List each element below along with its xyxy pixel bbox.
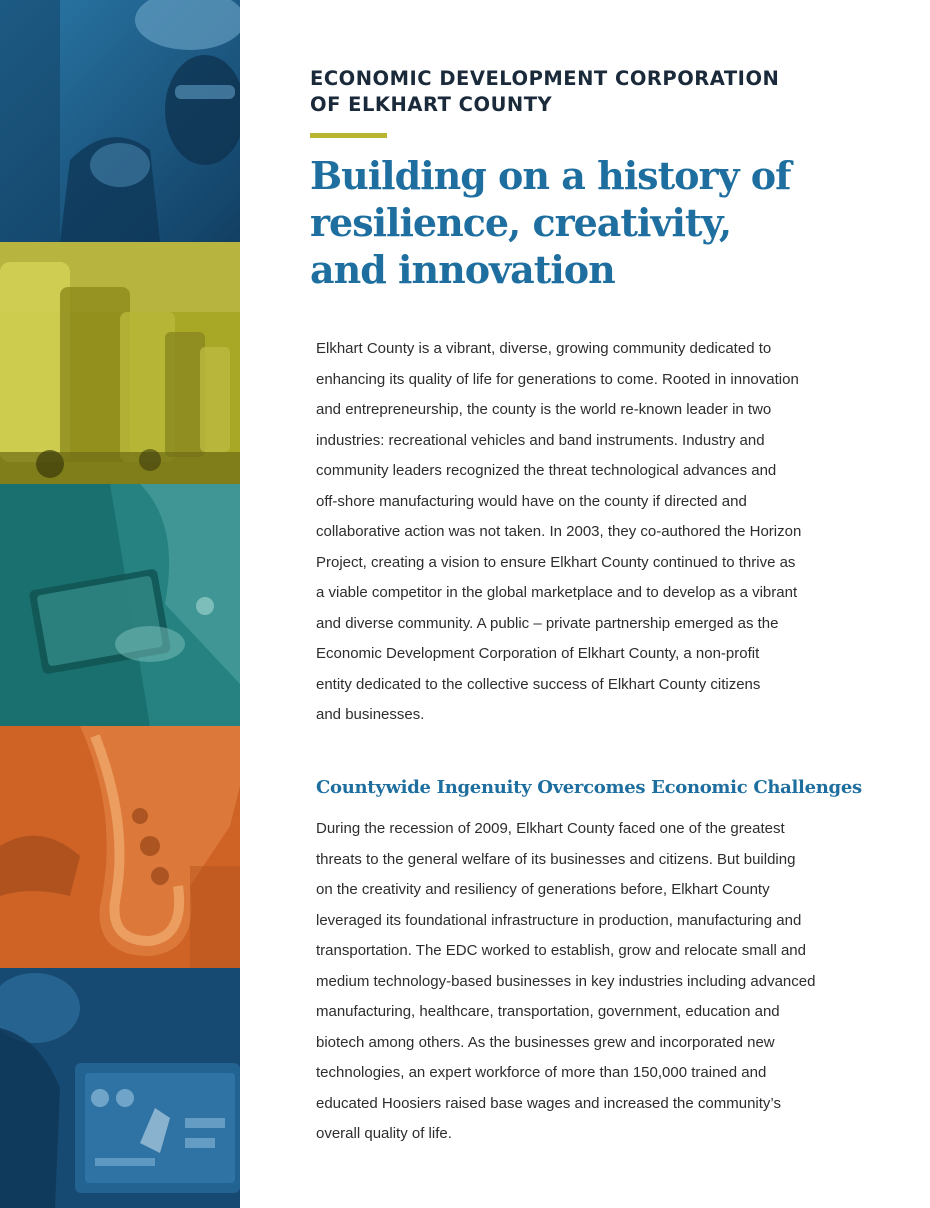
text-line: and entrepreneurship, the county is the world re-known leader in two xyxy=(316,401,772,418)
text-line: community leaders recognized the threat technological advances and xyxy=(316,462,777,479)
text-line: manufacturing, healthcare, transportation, government, education and xyxy=(316,1003,780,1020)
text-line: enhancing its quality of life for generations to come. Rooted in innovation xyxy=(316,370,799,388)
tablet-photo-panel xyxy=(0,484,240,726)
text-line: off-shore manufacturing would have on the county if directed and xyxy=(316,492,747,510)
text-line: and businesses. xyxy=(316,706,425,723)
factory-control-photo-panel xyxy=(0,968,240,1208)
text-line: industries: recreational vehicles and band instruments. Industry and xyxy=(316,431,765,449)
organization-name-line: ECONOMIC DEVELOPMENT CORPORATION xyxy=(310,67,780,90)
text-line: biotech among others. As the businesses grew and incorporated new xyxy=(316,1033,775,1051)
rv-photo-panel xyxy=(0,242,240,484)
text-line: educated Hoosiers raised base wages and increased the community’s xyxy=(316,1094,781,1112)
text-line: Project, creating a vision to ensure Elkhart County continued to thrive as xyxy=(316,553,796,571)
text-line: and diverse community. A public – private partnership emerged as the xyxy=(316,614,779,632)
organization-name-line: OF ELKHART COUNTY xyxy=(310,93,553,116)
text-line: medium technology-based businesses in key industries including advanced xyxy=(316,972,816,990)
saxophone-photo xyxy=(0,726,240,968)
headline-line: and innovation xyxy=(310,247,615,292)
factory-control-photo xyxy=(0,968,240,1208)
saxophone-photo-panel xyxy=(0,726,240,968)
text-line: leveraged its foundational infrastructure in production, manufacturing and xyxy=(316,911,802,929)
text-line: collaborative action was not taken. In 2003, they co-authored the Horizon xyxy=(316,523,802,540)
intro-paragraph xyxy=(316,334,900,731)
text-line: During the recession of 2009, Elkhart County faced one of the greatest xyxy=(316,820,785,837)
headline-line: resilience, creativity, xyxy=(310,200,732,245)
text-line: a viable competitor in the global marketplace and to develop as a vibrant xyxy=(316,584,798,601)
text-line: on the creativity and resiliency of generations before, Elkhart County xyxy=(316,881,770,898)
headline-line: Building on a history of xyxy=(310,153,791,198)
tablet-photo xyxy=(0,484,240,726)
text-line: overall quality of life. xyxy=(316,1125,452,1142)
section-heading: Countywide Ingenuity Overcomes Economic Challenges xyxy=(316,777,862,798)
page-headline xyxy=(310,152,900,293)
text-line: transportation. The EDC worked to establish, grow and relocate small and xyxy=(316,942,806,959)
text-line: threats to the general welfare of its businesses and citizens. But building xyxy=(316,850,796,868)
accent-rule xyxy=(310,133,387,138)
text-line: technologies, an expert workforce of more than 150,000 trained and xyxy=(316,1064,767,1081)
text-line: entity dedicated to the collective success of Elkhart County citizens xyxy=(316,675,761,693)
rv-photo xyxy=(0,242,240,484)
section-paragraph xyxy=(316,814,900,1150)
organization-name xyxy=(310,66,870,118)
text-line: Economic Development Corporation of Elkhart County, a non-profit xyxy=(316,645,760,662)
photo-sidebar xyxy=(0,0,240,1208)
text-line: Elkhart County is a vibrant, diverse, growing community dedicated to xyxy=(316,340,772,357)
worker-photo-panel xyxy=(0,0,240,242)
worker-photo xyxy=(0,0,240,242)
